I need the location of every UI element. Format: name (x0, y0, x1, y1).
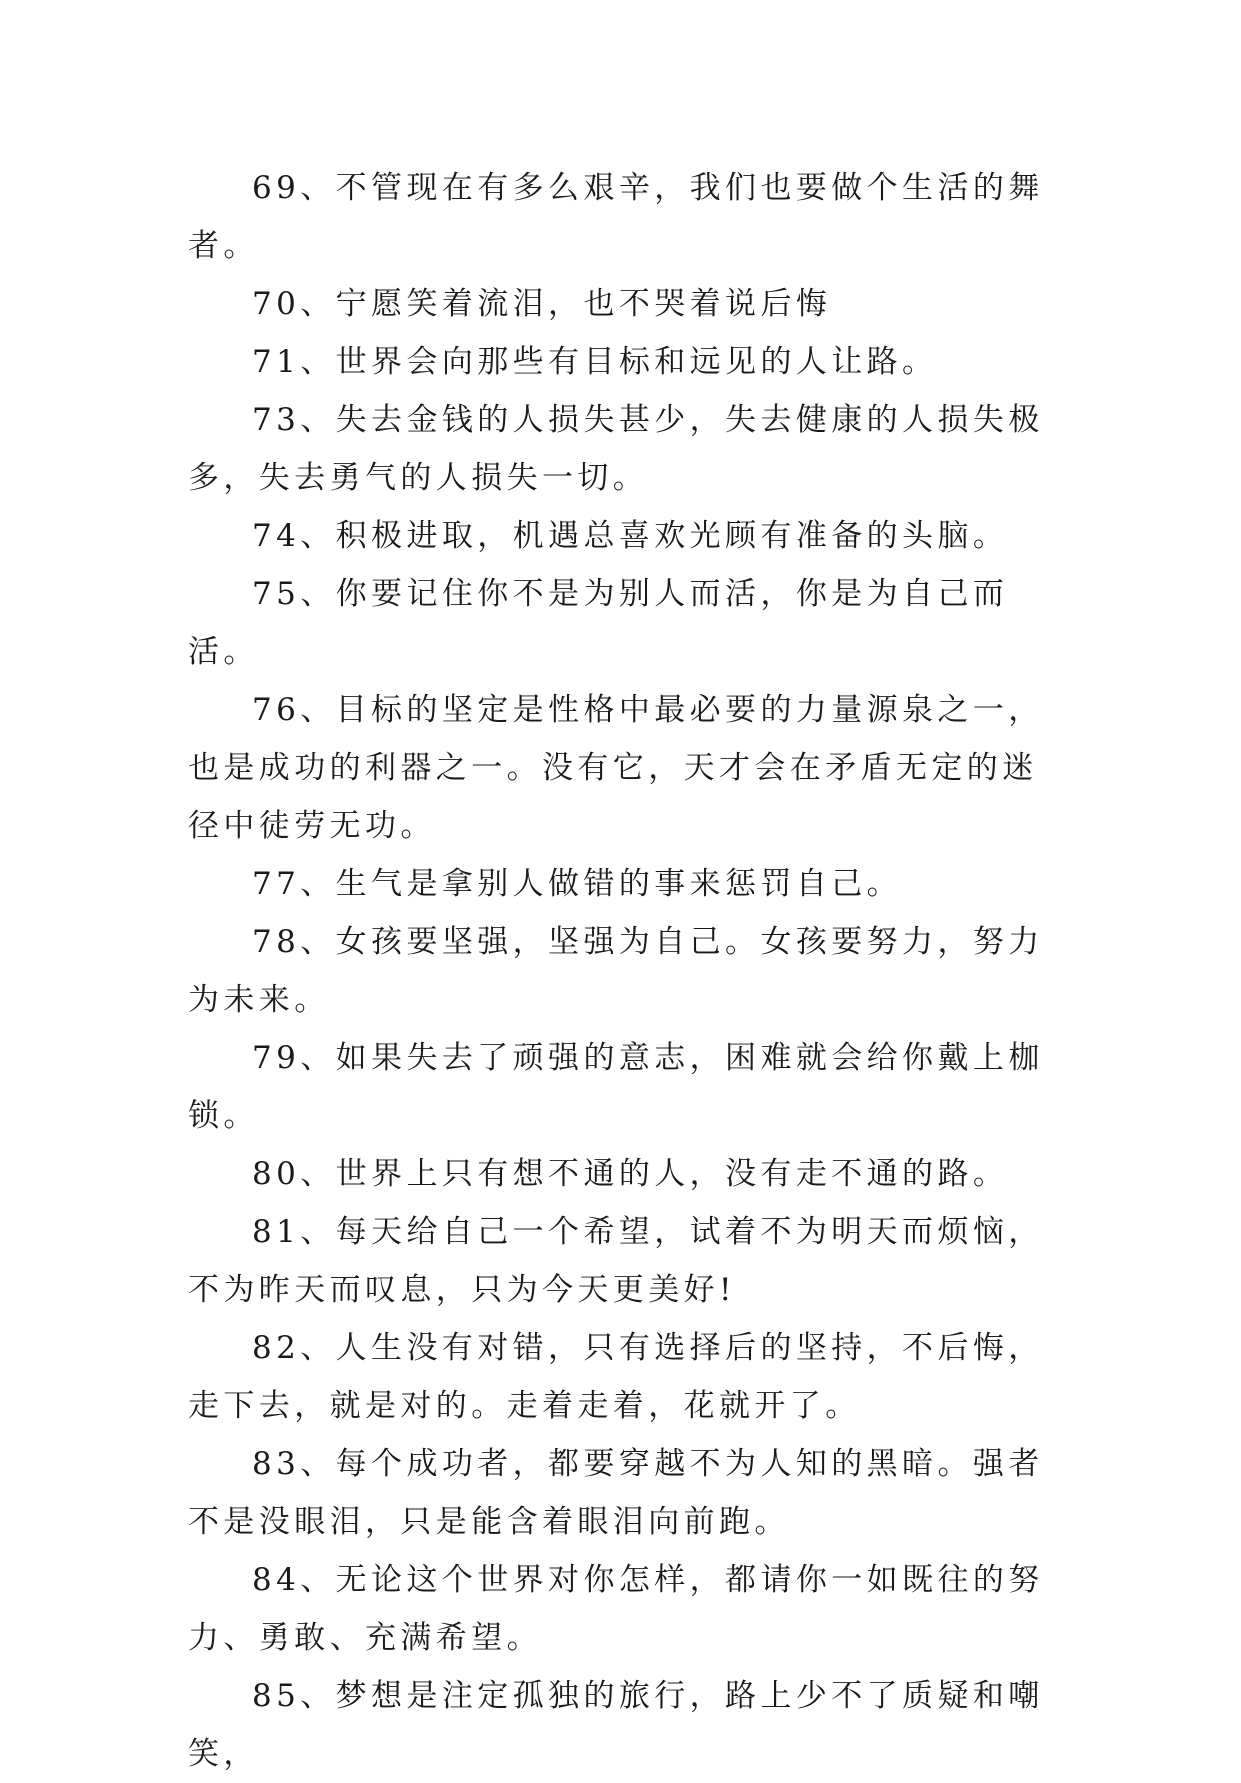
paragraph-82: 82、人生没有对错，只有选择后的坚持，不后悔，走下去，就是对的。走着走着，花就开了。 (188, 1330, 1044, 1424)
paragraph-79: 79、如果失去了顽强的意志，困难就会给你戴上枷锁。 (188, 1040, 1044, 1134)
document-body (188, 159, 1072, 1783)
paragraph-70: 70、宁愿笑着流泪，也不哭着说后悔 (252, 286, 832, 322)
paragraph-71: 71、世界会向那些有目标和远见的人让路。 (252, 344, 938, 380)
paragraph-69: 69、不管现在有多么艰辛，我们也要做个生活的舞者。 (188, 170, 1044, 264)
paragraph-85: 85、梦想是注定孤独的旅行，路上少不了质疑和嘲笑， (188, 1678, 1044, 1772)
paragraph-77: 77、生气是拿别人做错的事来惩罚自己。 (252, 866, 903, 902)
paragraph-76: 76、目标的坚定是性格中最必要的力量源泉之一，也是成功的利器之一。没有它，天才会在矛盾无定的迷径中徒劳无功。 (188, 692, 1044, 844)
paragraph-78: 78、女孩要坚强，坚强为自己。女孩要努力，努力为未来。 (188, 924, 1044, 1018)
paragraph-73: 73、失去金钱的人损失甚少，失去健康的人损失极多，失去勇气的人损失一切。 (188, 402, 1044, 496)
paragraph-75: 75、你要记住你不是为别人而活，你是为自己而活。 (188, 576, 1009, 670)
paragraph-83: 83、每个成功者，都要穿越不为人知的黑暗。强者不是没眼泪，只是能含着眼泪向前跑。 (188, 1446, 1044, 1540)
paragraph-74: 74、积极进取，机遇总喜欢光顾有准备的头脑。 (252, 518, 1009, 554)
paragraph-84: 84、无论这个世界对你怎样，都请你一如既往的努力、勇敢、充满希望。 (188, 1562, 1044, 1656)
paragraph-80: 80、世界上只有想不通的人，没有走不通的路。 (252, 1156, 1009, 1192)
paragraph-81: 81、每天给自己一个希望，试着不为明天而烦恼，不为昨天而叹息，只为今天更美好! (188, 1214, 1044, 1308)
